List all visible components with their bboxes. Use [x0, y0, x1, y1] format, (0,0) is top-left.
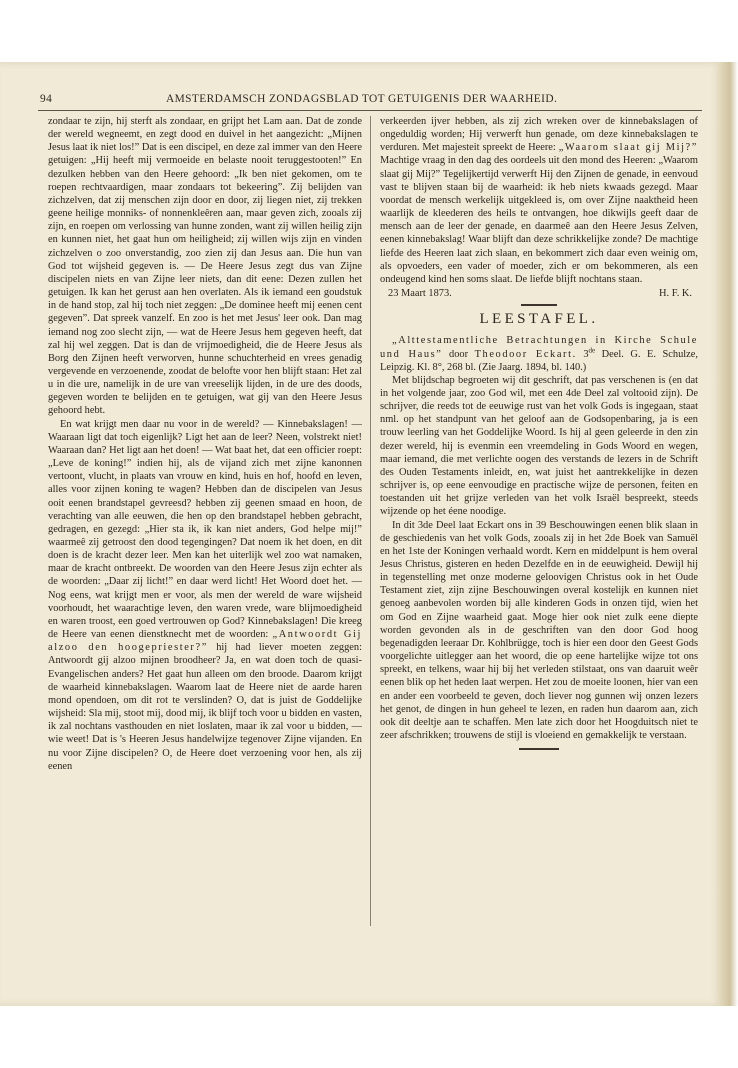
right-column	[380, 115, 698, 927]
review-details: Deel. G. E. Schulze, Leipzig. Kl. 8°, 268 bl. (Zie Jaarg. 1894, bl. 140.)	[380, 348, 698, 373]
bottom-margin	[0, 1006, 738, 1068]
page-number: 94	[40, 93, 53, 105]
left-paragraph-2-rest: hij had liever moeten zeggen: Antwoordt gij alzoo mijnen broodheer? Ja, en wat doen toch de quasi-Evangelischen anders? Het gaat hun alleen om den broode. Daarom krijgt de waarheid kinnebakslagen. Waarom laat de Heere niet de aarde haren mond opendoen, om dit rot te verslinden? O, dat is juist de Goddelijke wijsheid: Sla mij, stoot mij, dood mij, ik blijf toch voor u bidden en vasten, ik zal nochtans vasthouden en niet loslaten, maar ik zal voor u bidden, — wie weet! Dat is 's Heeren Jesus handelwijze tegenover Zijne vijanden. En nu voor Zijne discipelen? O, de Heere doet verzoening voor hen, als zij eenen	[48, 642, 362, 772]
section-heading: LEESTAFEL.	[479, 311, 599, 328]
review-book-title: „Alttestamentliche Betrachtungen in Kirche Schule und Haus”	[380, 335, 698, 360]
right-paragraph-1-text: verkeerden ijver hebben, als zij zich wreken over de kinnebakslagen of ongeduldig worden; Hij verwerft hun genade, om deze kinnebakslagen te verduren. Met majesteit spreekt de Heere:	[380, 116, 698, 154]
column-separator	[370, 116, 371, 926]
review-paragraph-3: In dit 3de Deel laat Eckart ons in 39 Beschouwingen eenen blik slaan in de geschiedenis van het volk Gods, zooals zij in het 2de Boek van Samuël en het 1ste der Koningen verhaald wordt. Kern en middelpunt is hem overal Jesus Christus, gisteren en heden Dezelfde en in de eeuwigheid. Dewijl hij in tegenstelling met onze moderne geloovigen Christus ook in het Oude Testament ziet, zijn zijne Beschouwingen overal kostelijk en kunnen niet genoeg aanbevolen worden bij alle kinderen Gods in onzen tijd, wien het om God en Zijne waarheid gaat. Moge hier ook niet zulk eene diepte worden gevonden als in de geschriften van den door God hoog begenadigden leeraar Dr. Kohlbrügge, toch is hier een door den Geest Gods voorgelichte uitlegger aan het woord, die op eene hartelijke wijze tot ons spreekt, en telkens, waar hij bij het verleden stilstaat, ons van daaruit weêr eenen blik op het heden laat werpen. Het zou de moeite loonen, hier van een en ander een voorbeeld te geven, doch liever nog gunnen wij onzen lezers het genot, de dingen in hun geheel te lezen, en raden hun daarom aan, zich ook dit deeltje aan te schaffen. Men late zich door het Hoogduitsch niet te zeer afschrikken; trouwens de stijl is vloeiend en gemakkelijk te verstaan.	[380, 519, 698, 742]
review-deel-number: 3	[583, 348, 589, 360]
signature-initials: H. F. K.	[659, 288, 692, 300]
left-paragraph-1: zondaar te zijn, hij sterft als zondaar, en grijpt het Lam aan. Dat de zonde der wereld wegneemt, en zegt dood en duivel in het aangezicht: „Mijnen Jesus laat ik niet los!” Dat is een discipel, en deze zal immer van den Heere getuigen: „Hij heeft mij vermoeide en belaste nooit teruggestooten!” En dezulken hebben van den Heere gehoord: „Ik ben niet gekomen, om te roepen rechtvaardigen, maar zondaars tot bekeering”. Zij belijden van zichzelven, dat zij menschen zijn door en door, zij liegen niet, zij trekken geene heilige monniks- of nonnenkleêren aan, maar geven zich, zooals zij zijn, en roepen om verlossing van hunne zonden, want zij willen heilig zijn en kunnen niet, het gaat hun om heiligheid; zij willen wijs zijn en vinden zichzelven o zoo onverstandig, zoo zien zij dan Jesus aan. Die hun van God tot wijsheid gegeven is. — De Heere Jesus zegt dus van Zijne discipelen niets en van Zijne leer niets, dan dit eene: Dezen zullen het getuigen. Ik kan het gerust aan hen overlaten. Als ik iemand een goudstuk in de hand stop, zal hij toch niet zeggen: „De dominee heeft mij eenen cent gegeven”. Dat spreek vanzelf. En zoo is het met Jesus' leer ook. Dan mag iemand nog zoo slecht zijn, — wat de Heere Jesus hem gegeven heeft, dat zal hij wel zeggen. Dat is dan de vrijmoedigheid, die de Heere Jesus als Borg den Zijnen heeft verworven, hunne schuchterheid en vrees genadig vergevende en verzoenende, zoodat de belofte voor hen blijft staan: Het zal u in die ure, namelijk in de ure van vreeselijk lijden, in de ure des doods, gegeven worden te belijden en te getuigen, wat gij van den Heere Jesus gehoord hebt.	[48, 116, 362, 417]
review-paragraph-2: Met blijdschap begroeten wij dit geschrift, dat pas verschenen is (en dat in het volgende jaar, zoo God wil, met een 4de Deel zal voltooid zijn). De schrijver, die reeds tot de eeuwige rust van het volk Gods is ingegaan, staat nml. op het standpunt van het geloof aan de Godsopenbaring, ja is een trouw leerling van het Goddelijke Woord. Is hij al geen geleerde in den zin dezer wereld, hij is evenmin een vreemdeling in Gods Woord en wegen, maar iemand, die met verlichte oogen des verstands de lezers in de Schrift des Ouden Testaments inleidt, en, wat juist het aantrekkelijke in dezen schrijver is, op eene eenvoudige en practische wijze de personen, feiten en toestanden uit het grijze verleden van het volk Israël bespreekt, steeds wijzende op het éene noodige.	[380, 374, 698, 518]
signature-line	[388, 287, 692, 300]
review-deel-suffix: de	[588, 346, 596, 355]
left-paragraph-2-text: En wat krijgt men daar nu voor in de wereld? — Kinnebakslagen! — Waaraan ligt dat toch eigenlijk? Ligt het aan de leer? Neen, volstrekt niet! Waaraan dan? Het ligt aan het doen! — Wat baat het, dat een officier roept: „Leve de koning!” indien hij, als de vijand zich met zijne kanonnen vertoont, vlucht, in plaats van vrouw en kind, huis en hof, hoofd en leven, alles voor zijnen koning te wagen? Hebben dan de discipelen van Jesus ooit eenen brandstapel gevreesd? hebben zij geenen smaad en hoon, de verachting van alle eeuwen, die hen op den brandstapel hebben gebracht, gedragen, en gezegd: „Hier sta ik, ik kan niet anders, God helpe mij!” waarmeê zij getroost den dood tegengingen? Dat noem ik het doen, en dit doen is de kracht dezer leer. Men kan het uiterlijk wel zoo wat namaken, maar de kracht ontbreekt. De woorden van den Heere Jesus zijn echter als de woorden: „Daar zij licht!” en daar werd licht! Het Woord doet het. — Nog eens, wat krijgt men er voor, als men der wereld de ware wijsheid voorhoudt, het waarachtige leven, den waren vrede, ware blijmoedigheid en waren troost, een goed vertrouwen op God? Kinnebakslagen! Die kreeg de Heere van eenen dienstknecht met de woorden:	[48, 418, 362, 641]
left-paragraph-2	[48, 418, 362, 773]
header-rule	[38, 110, 702, 111]
page-edge-shadow	[718, 62, 738, 1006]
review-citation	[380, 334, 698, 373]
right-paragraph-1-rest: Machtige vraag in den dag des oordeels uit den mond des Heeren: „Waarom slaat gij Mij?” Tegelijkertijd verwerft Hij den Zijnen de genade, in eenvoud vast te blijven staan bij de waarheid: ik heb niets kwaads gezegd. Maar voordat de mensch werkelijk uitgekleed is, om over Zijne naaktheid heen waarlijk de kleederen des heils te ontvangen, hoe dikwijls geeft daar de mensch aan de leer der genade, en daarmeê aan den Heere Jesus Zelven, eenen kinnebakslag! Waar blijft dan deze schrikkelijke zonde? De machtige liefde des Heeren laat zich slaan, en bekommert zich daar even weinig om, als opvoeders, een vader of moeder, zich er om bekommeren, als een ondeugend kind hen soms slaat. De liefde blijft nochtans staan.	[380, 155, 698, 285]
high-priest-quote: „Antwoordt Gij alzoo den hoogepriester?”	[48, 629, 362, 654]
section-divider	[521, 304, 557, 306]
running-title: AMSTERDAMSCH ZONDAGSBLAD TOT GETUIGENIS DER WAARHEID.	[166, 93, 558, 105]
right-paragraph-1	[380, 115, 698, 286]
left-column	[48, 115, 362, 927]
review-by: door	[442, 348, 475, 360]
end-divider	[519, 748, 559, 750]
review-author: Theodoor Eckart.	[474, 348, 577, 360]
why-strike-quote: „Waarom slaat gij Mij?”	[558, 142, 698, 154]
top-margin	[0, 0, 738, 62]
signature-date: 23 Maart 1873.	[388, 288, 452, 300]
page-header	[40, 93, 702, 107]
